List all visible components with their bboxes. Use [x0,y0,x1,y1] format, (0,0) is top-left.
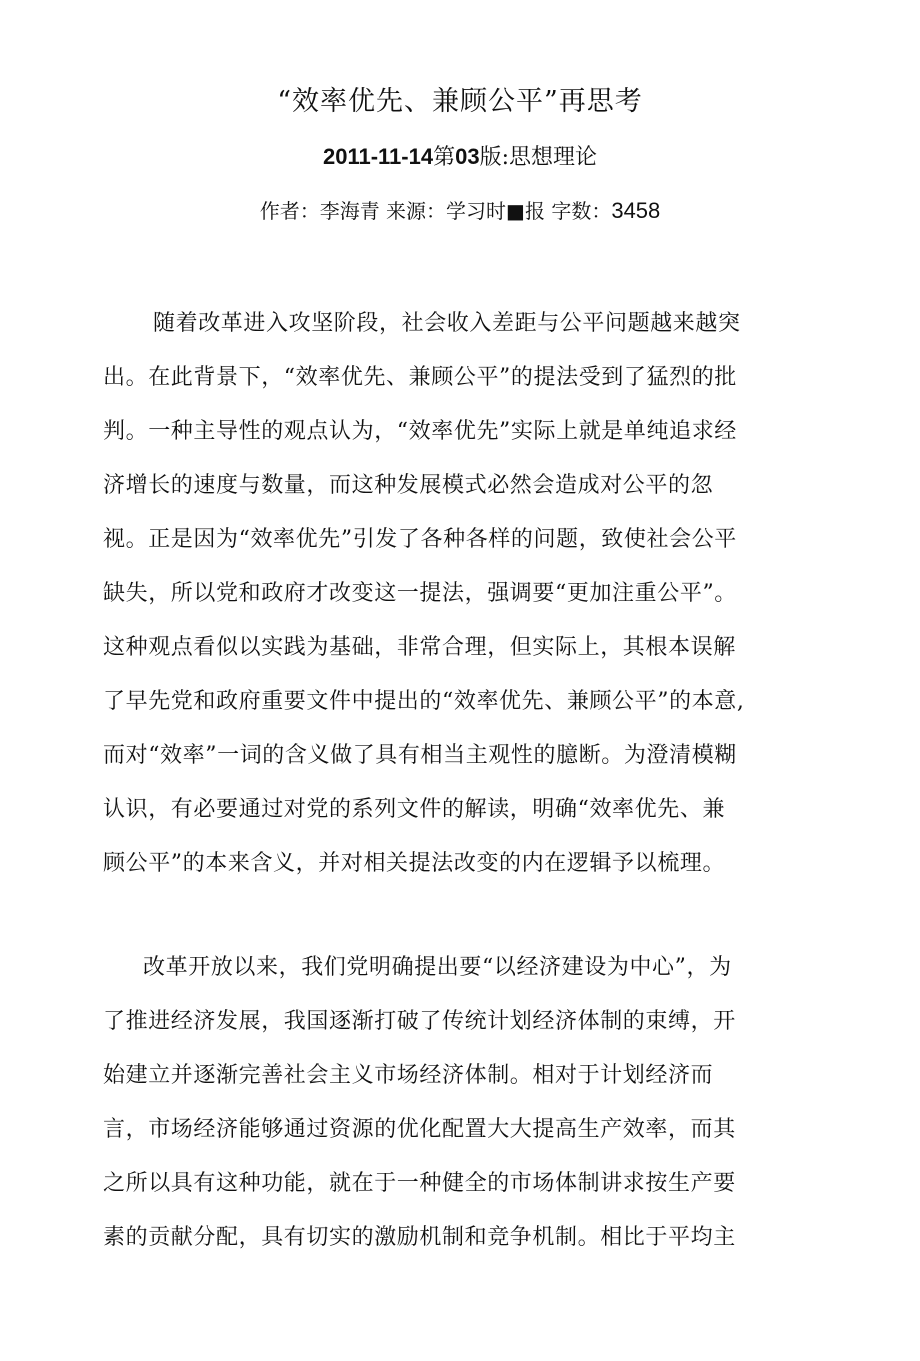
paragraph-line: 判。一种主导性的观点认为，“效率优先”实际上就是单纯追求经 [103,419,737,444]
article-title: “效率优先、兼顾公平”再思考 [277,86,643,117]
edition-number: 03 [455,144,480,169]
paragraph-line: 济增长的速度与数量，而这种发展模式必然会造成对公平的忽 [103,473,714,498]
paragraph-line: 了早先党和政府重要文件中提出的“效率优先、兼顾公平”的本意, [103,689,745,714]
paragraph-line: 始建立并逐渐完善社会主义市场经济体制。相对于计划经济而 [103,1063,714,1088]
paragraph-line: 顾公平”的本来含义，并对相关提法改变的内在逻辑予以梳理。 [103,851,726,876]
paragraph [103,941,793,1265]
paragraph-line: 言，市场经济能够通过资源的优化配置大大提高生产效率，而其 [103,1117,736,1142]
edition-prefix: 第 [433,145,456,170]
word-count: 3458 [611,198,661,223]
paragraph-line: 而对“效率”一词的含义做了具有相当主观性的臆断。为澄清模糊 [103,743,737,768]
paragraph [103,297,793,891]
paragraph-line: 出。在此背景下，“效率优先、兼顾公平”的提法受到了猛烈的批 [103,365,737,390]
paragraph-line: 改革开放以来，我们党明确提出要“以经济建设为中心”，为 [143,955,732,980]
paragraph-line: 了推进经济发展，我国逐渐打破了传统计划经济体制的束缚，开 [103,1009,736,1034]
publication-date: 2011-11-14 [322,144,434,169]
byline-text: 作者：李海青 来源：学习时■报 字数： [259,199,612,223]
paragraph-line: 视。正是因为“效率优先”引发了各种各样的问题，致使社会公平 [103,527,737,552]
paragraph-line: 随着改革进入攻坚阶段，社会收入差距与公平问题越来越突 [153,311,741,336]
paragraph-line: 之所以具有这种功能，就在于一种健全的市场体制讲求按生产要 [103,1171,736,1196]
paragraph-line: 认识，有必要通过对党的系列文件的解读，明确“效率优先、兼 [103,797,726,822]
paragraph-line: 缺失，所以党和政府才改变这一提法，强调要“更加注重公平”。 [103,581,737,606]
paragraph-line: 素的贡献分配，具有切实的激励机制和竞争机制。相比于平均主 [103,1225,736,1250]
dateline [0,140,920,175]
edition-section: 版:思想理论 [479,145,598,170]
paragraph-line: 这种观点看似以实践为基础，非常合理，但实际上，其根本误解 [103,635,736,660]
byline [0,194,920,228]
